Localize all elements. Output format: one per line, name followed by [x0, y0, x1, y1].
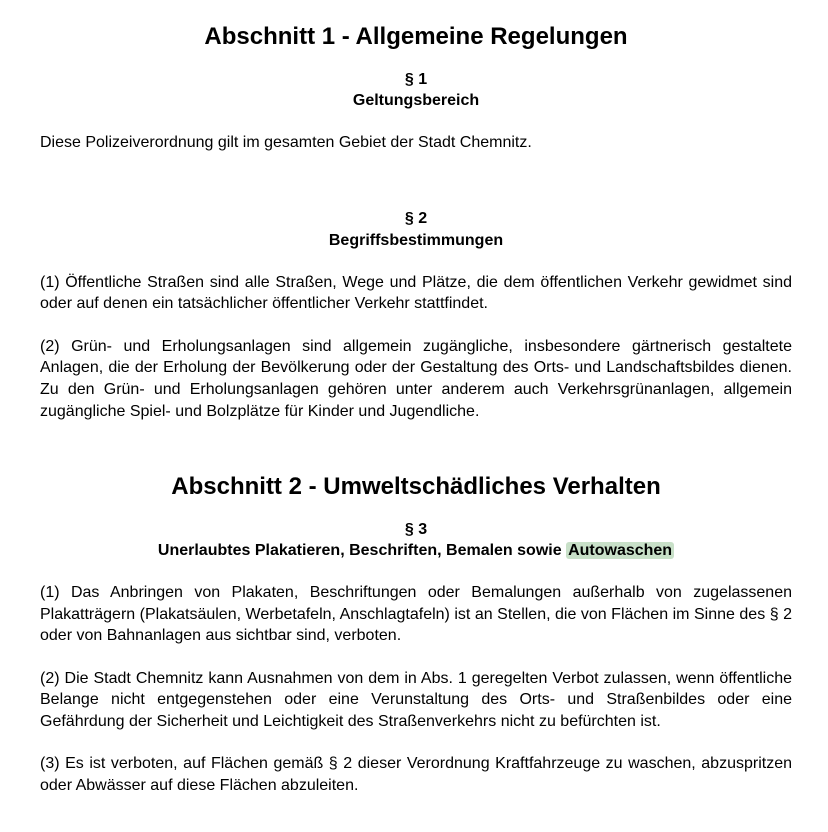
paragraph-3-title — [40, 540, 792, 562]
paragraph-3-clause-3: (3) Es ist verboten, auf Flächen gemäß § 2 dieser Verordnung Kraftfahrzeuge zu waschen, abzuspritzen oder Abwässer auf diese Flächen abzuleiten. — [40, 755, 792, 795]
document-content — [40, 23, 792, 818]
section-1-title: Abschnitt 1 - Allgemeine Regelungen — [204, 23, 628, 50]
spacer — [40, 174, 792, 208]
paragraph-1-number: § 1 — [404, 70, 428, 88]
paragraph-2-number: § 2 — [404, 210, 428, 228]
paragraph-2-title: Begriffsbestimmungen — [328, 231, 504, 249]
paragraph-3-clause-1: (1) Das Anbringen von Plakaten, Beschriftungen oder Bemalungen außerhalb von zugelassenen Plakatträgern (Plakatsäulen, Werbetafeln, Anschlagtafeln) ist an Stellen, die von Flächen im Sinne des § 2 oder von Bahnanlagen aus sichtbar sind, verboten. — [40, 583, 792, 645]
paragraph-3-number: § 3 — [404, 520, 428, 538]
paragraph-2-clause-1: (1) Öffentliche Straßen sind alle Straßen, Wege und Plätze, die dem öffentlichen Verkehr gewidmet sind oder auf denen ein tatsächlicher öffentlicher Verkehr stattfindet. — [40, 273, 792, 313]
spacer — [40, 443, 792, 476]
search-highlight: Autowaschen — [568, 542, 673, 560]
paragraph-2-clause-2: (2) Grün- und Erholungsanlagen sind allgemein zugängliche, insbesondere gärtnerisch gestaltete Anlagen, die der Erholung der Bevölkerung oder der Gestaltung des Orts- und Landschaftsbildes dienen. Zu den Grün- und Erholungsanlagen gehören unter anderem auch Verkehrsgrünanlagen, allgemein zugängliche Spiel- und Bolzplätze für Kinder und Jugendliche. — [40, 337, 792, 420]
paragraph-1-title: Geltungsbereich — [352, 92, 480, 110]
paragraph-3-clause-2: (2) Die Stadt Chemnitz kann Ausnahmen von dem in Abs. 1 geregelten Verbot zulassen, wenn öffentliche Belange nicht entgegenstehen oder eine Verunstaltung des Orts- und Straßenbildes oder eine Gefährdung der Sicherheit und Leichtigkeit des Straßenverkehrs nicht zu befürchten ist. — [40, 669, 792, 730]
section-2-title: Abschnitt 2 - Umweltschädliches Verhalten — [171, 473, 661, 501]
paragraph-1-clause: Diese Polizeiverordnung gilt im gesamten Gebiet der Stadt Chemnitz. — [40, 133, 532, 151]
paragraph-3-title-text: Unerlaubtes Plakatieren, Beschriften, Bemalen sowie — [157, 542, 567, 560]
